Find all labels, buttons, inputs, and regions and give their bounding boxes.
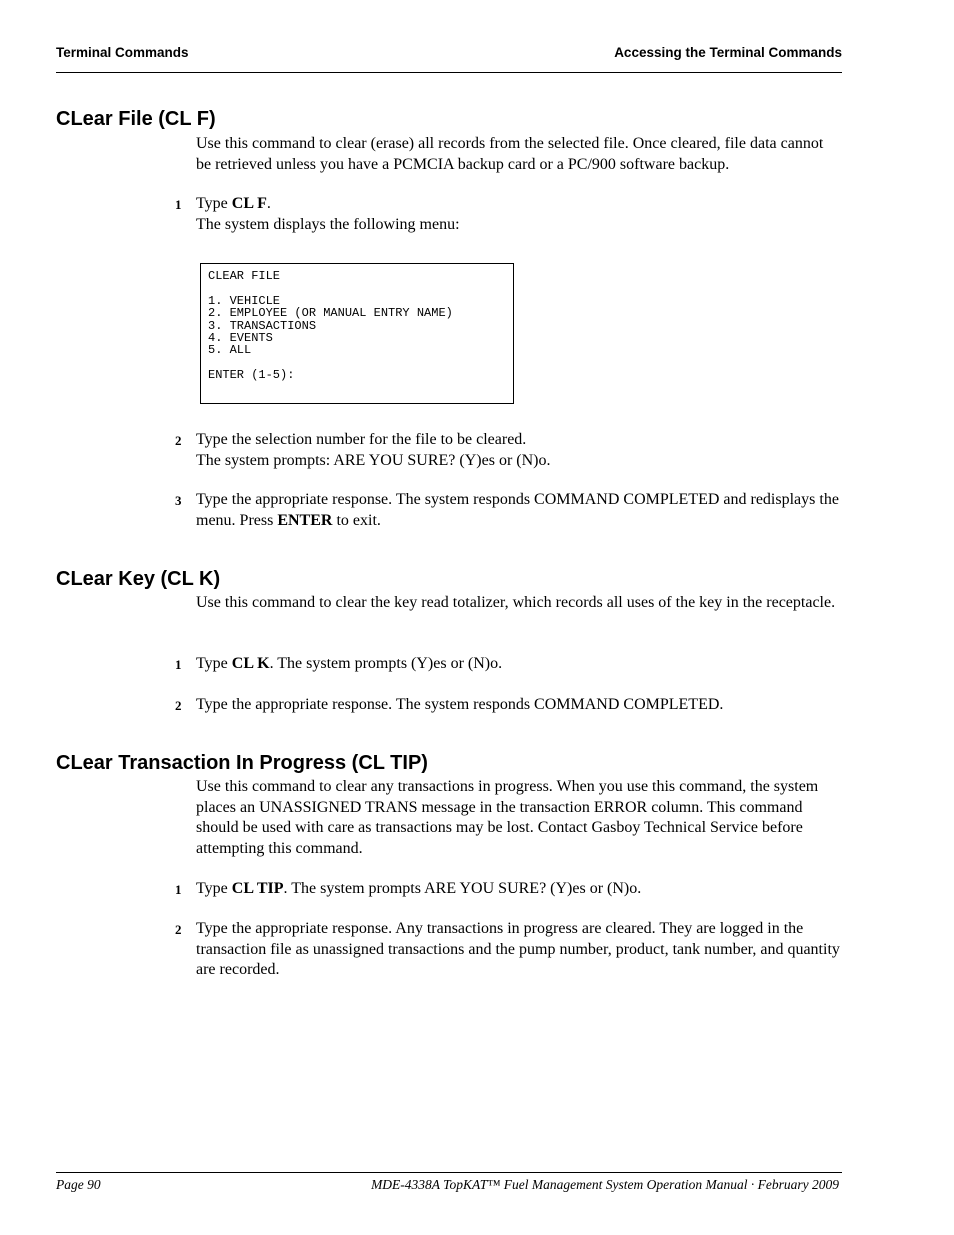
page-number: Page 90 bbox=[56, 1177, 101, 1192]
command-name: CL F bbox=[231, 195, 267, 212]
step-number: 1 bbox=[175, 197, 182, 212]
step-number: 3 bbox=[175, 493, 182, 508]
step-number: 2 bbox=[175, 433, 182, 448]
step-clear-tip-1 bbox=[175, 879, 841, 900]
header-left: Terminal Commands bbox=[56, 45, 189, 60]
step-text: Type bbox=[196, 880, 232, 897]
step-text: Type bbox=[196, 655, 232, 672]
step-text: Type the appropriate response. The system responds COMMAND COMPLETED. bbox=[196, 696, 724, 713]
step-number: 1 bbox=[175, 882, 182, 897]
running-header bbox=[56, 44, 842, 73]
step-text: Type the appropriate response. Any transactions in progress are cleared. They are logged in the transaction file as unassigned transactions and the pump number, product, tank number, and quantity are recorded. bbox=[196, 920, 840, 978]
step-clear-key-1 bbox=[175, 654, 841, 675]
step-text: . The system prompts (Y)es or (N)o. bbox=[269, 655, 503, 672]
step-clear-file-3 bbox=[175, 490, 841, 531]
step-clear-file-1 bbox=[175, 194, 841, 235]
step-text: Type the selection number for the file to be cleared. bbox=[196, 431, 527, 448]
section-title-clear-tip: CLear Transaction In Progress (CL TIP) bbox=[56, 752, 428, 774]
section-intro-clear-file: Use this command to clear (erase) all records from the selected file. Once cleared, file data cannot be retrieved unless you have a PCMCIA backup card or a PC/900 software backup. bbox=[196, 135, 824, 173]
key-name: ENTER bbox=[277, 511, 333, 529]
step-number: 2 bbox=[175, 922, 182, 937]
command-name: CL TIP bbox=[231, 880, 284, 897]
step-text-line2: The system displays the following menu: bbox=[196, 215, 460, 233]
section-intro-clear-key: Use this command to clear the key read totalizer, which records all uses of the key in the receptacle. bbox=[196, 594, 836, 611]
terminal-menu-text: CLEAR FILE 1. VEHICLE 2. EMPLOYEE (OR MANUAL ENTRY NAME) 3. TRANSACTIONS 4. EVENTS 5. ALL ENTER (1-5): bbox=[208, 269, 453, 383]
step-clear-key-2 bbox=[175, 695, 841, 716]
terminal-menu-box bbox=[200, 263, 514, 404]
step-text: . bbox=[266, 195, 271, 212]
step-clear-file-2 bbox=[175, 430, 841, 471]
step-text: Type the appropriate response. The system responds COMMAND COMPLETED and redisplays the menu. Press bbox=[196, 491, 839, 529]
running-footer bbox=[56, 1172, 842, 1199]
step-number: 1 bbox=[175, 657, 182, 672]
section-title-clear-file: CLear File (CL F) bbox=[56, 108, 216, 130]
document-title: MDE-4338A TopKAT™ Fuel Management System Operation Manual · February 2009 bbox=[371, 1177, 839, 1192]
header-right: Accessing the Terminal Commands bbox=[614, 45, 842, 60]
command-name: CL K bbox=[231, 655, 270, 672]
step-number: 2 bbox=[175, 698, 182, 713]
step-text: to exit. bbox=[332, 511, 381, 529]
section-intro-clear-tip: Use this command to clear any transactions in progress. When you use this command, the system places an UNASSIGNED TRANS message in the transaction ERROR column. This command should be used with care as transactions may be lost. Contact Gasboy Technical Service before attempting this command. bbox=[196, 778, 819, 857]
section-title-clear-key: CLear Key (CL K) bbox=[56, 568, 221, 590]
step-text-line2: The system prompts: ARE YOU SURE? (Y)es or (N)o. bbox=[196, 451, 551, 469]
step-text: Type bbox=[196, 195, 232, 212]
step-text: . The system prompts ARE YOU SURE? (Y)es or (N)o. bbox=[283, 880, 642, 897]
step-clear-tip-2 bbox=[175, 919, 841, 981]
